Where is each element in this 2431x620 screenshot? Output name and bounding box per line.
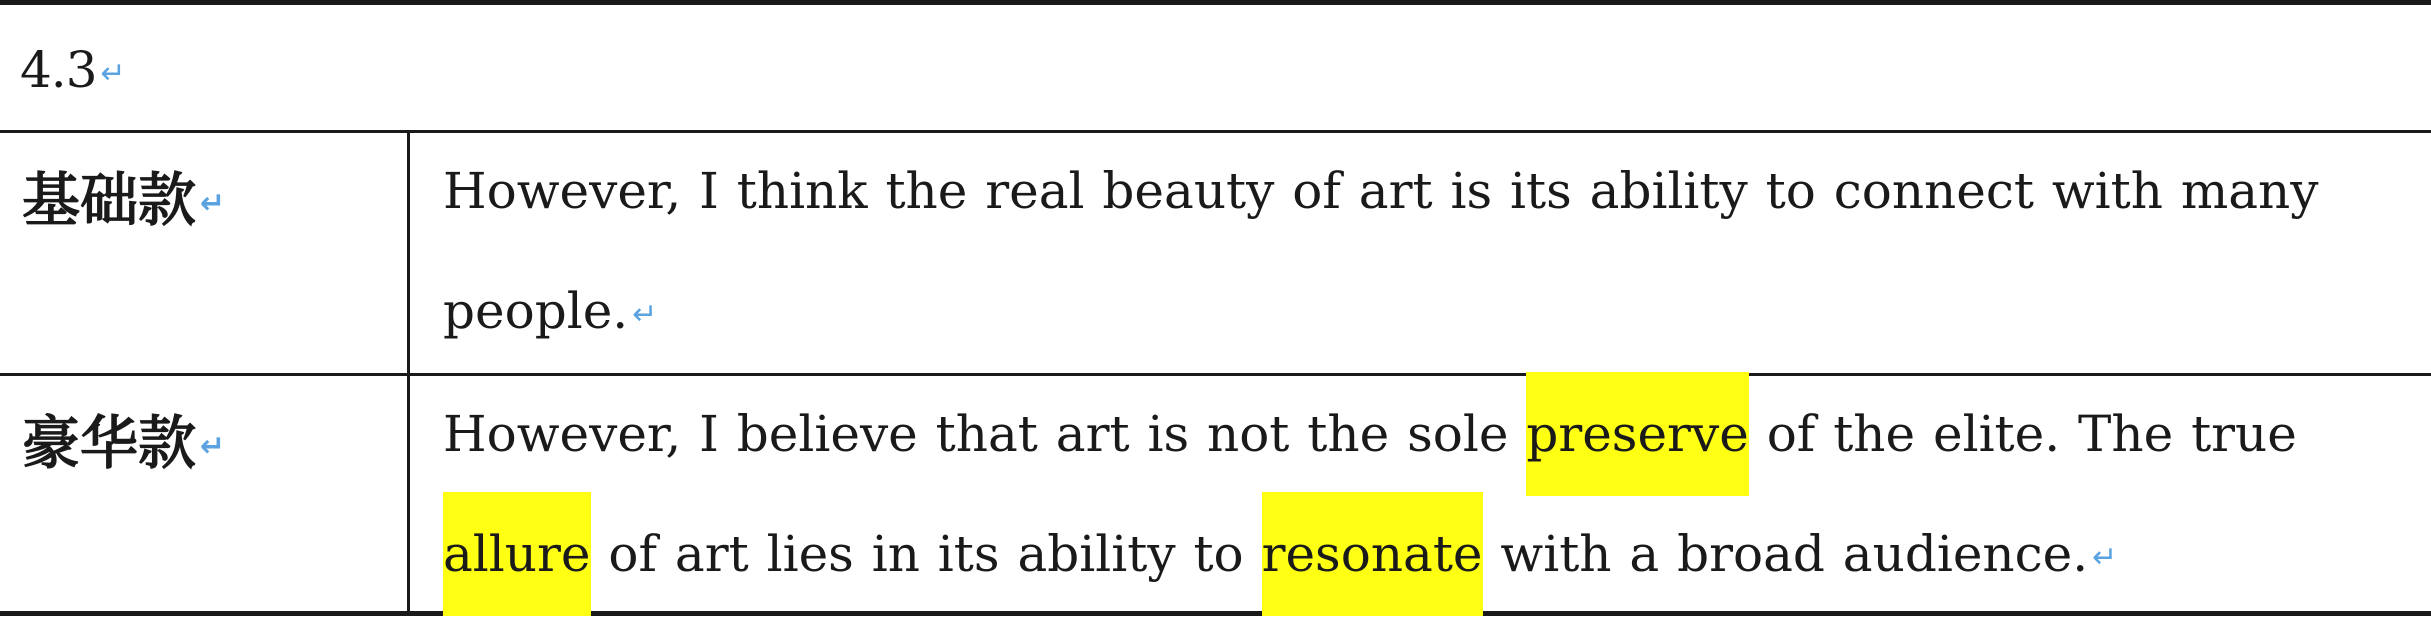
- label-cell-deluxe: [0, 376, 410, 616]
- table-row-deluxe: [0, 376, 2431, 616]
- sentence-basic: [443, 131, 2411, 371]
- row-label-deluxe: 豪华款 ↵: [22, 409, 226, 477]
- label-cell-basic: [0, 133, 410, 373]
- table-row-basic: [0, 133, 2431, 376]
- highlighted-word-allure: allure: [443, 492, 591, 616]
- sentence-segment: with a broad audience.: [1482, 525, 2089, 583]
- sentence-segment: However, I believe that art is not the sole: [443, 405, 1527, 463]
- text-cell-deluxe: [410, 376, 2431, 616]
- paragraph-mark-icon: ↵: [100, 56, 125, 91]
- paragraph-mark-icon: ↵: [200, 185, 226, 221]
- section-number: 4.3 ↵: [20, 41, 125, 99]
- text-cell-basic: [410, 133, 2431, 373]
- sentence-segment: of art lies in its ability to: [590, 525, 1262, 583]
- paragraph-mark-icon: ↵: [632, 297, 658, 332]
- highlighted-word-preserve: preserve: [1526, 372, 1749, 496]
- sentence-segment: of the elite. The true: [1748, 405, 2297, 463]
- sentence-segment: However, I think the real beauty of art is its ability to connect with many people.: [443, 162, 2319, 340]
- highlighted-word-resonate: resonate: [1262, 492, 1483, 616]
- row-label-basic: 基础款 ↵: [22, 166, 226, 234]
- paragraph-mark-icon: ↵: [200, 428, 226, 464]
- paragraph-mark-icon: ↵: [2092, 540, 2118, 575]
- sentence-deluxe: [443, 374, 2411, 614]
- table-header-row: [0, 5, 2431, 133]
